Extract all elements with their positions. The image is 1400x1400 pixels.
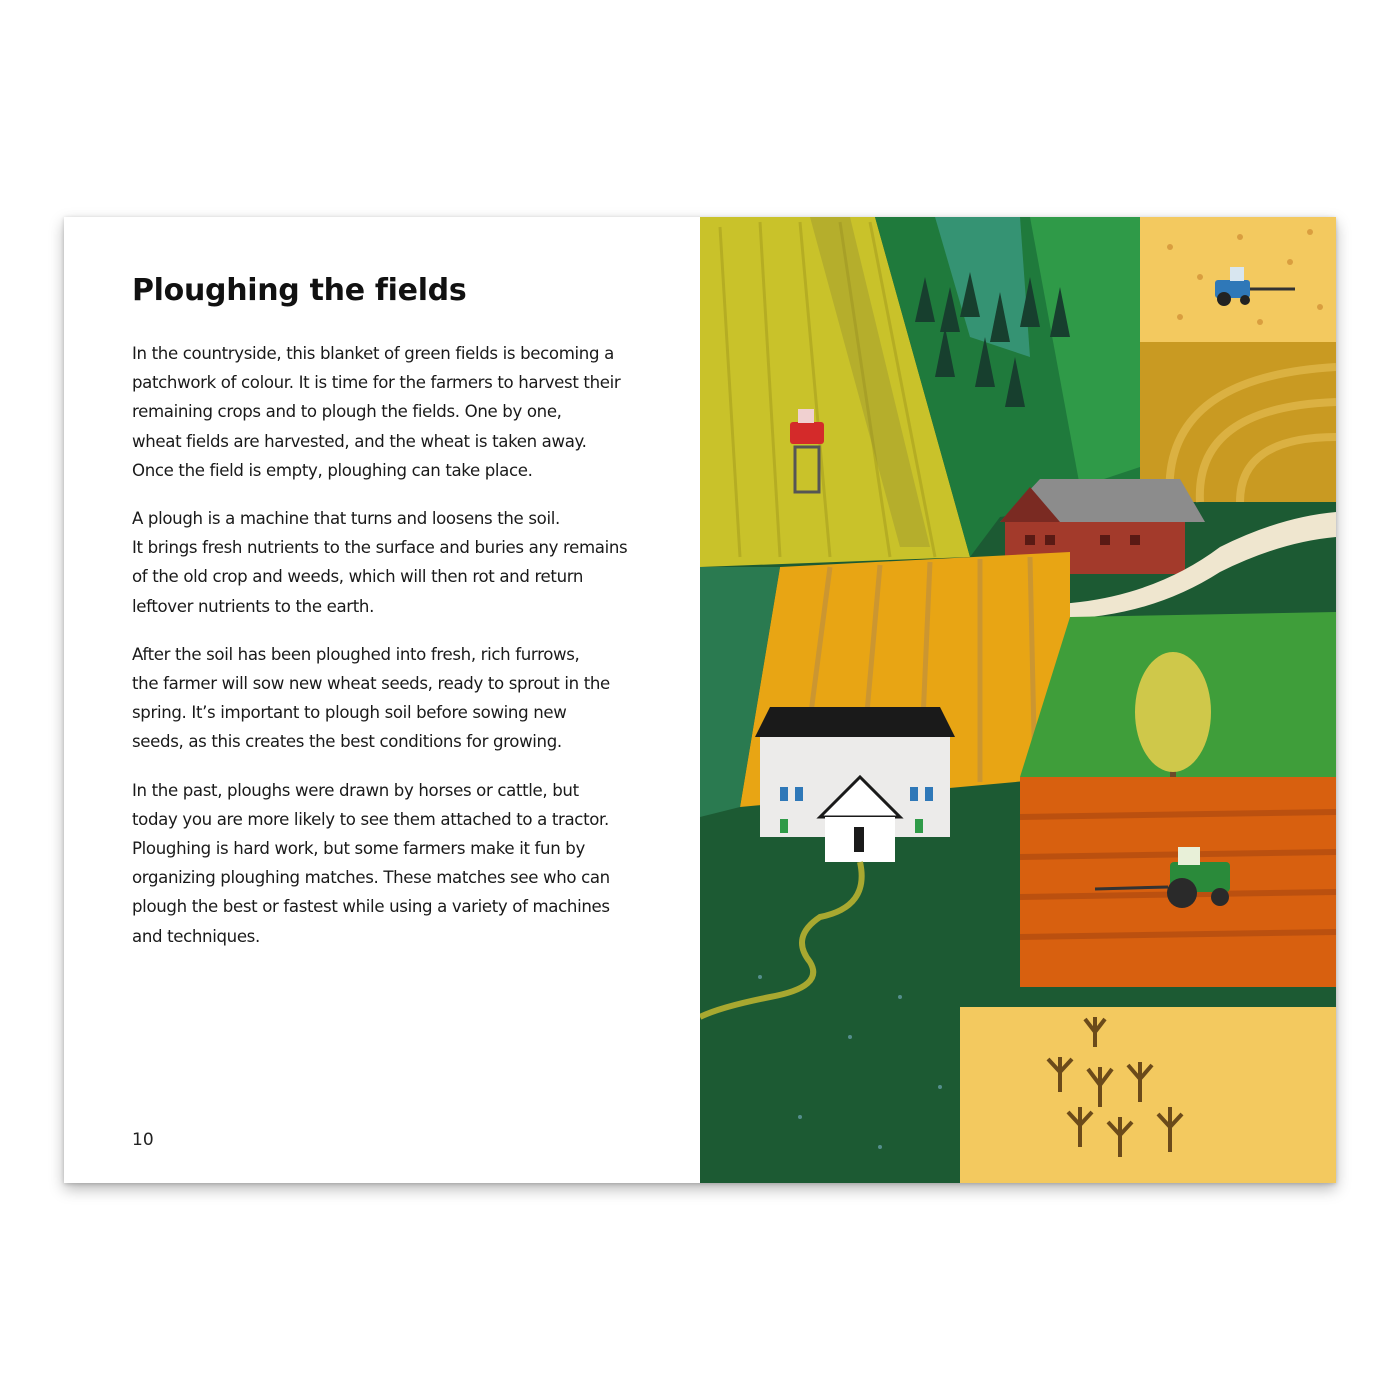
paragraph-3: After the soil has been ploughed into fresh, rich furrows, the farmer will sow new wheat seeds, ready to sprout in the spring. It’s important to plough soil before sowing new seeds, as this creates the best conditions for growing. bbox=[132, 644, 610, 752]
paragraph-1: In the countryside, this blanket of green fields is becoming a patchwork of colour. It is time for the farmers to harvest their remaining crops and to plough the fields. One by one, wheat fields are harvested, and the wheat is taken away. Once the field is empty, ploughing can take place. bbox=[132, 344, 621, 480]
paragraph-2: A plough is a machine that turns and loosens the soil. It brings fresh nutrients to the surface and buries any remains of the old crop and weeds, which will then rot and return leftover nutrients to the earth. bbox=[132, 509, 628, 616]
book-spread bbox=[64, 217, 1336, 1183]
left-page bbox=[64, 217, 700, 1183]
illustration-svg bbox=[700, 217, 1336, 1183]
farmland-illustration bbox=[700, 217, 1336, 1183]
body-text bbox=[132, 339, 652, 970]
paragraph-4: In the past, ploughs were drawn by horses or cattle, but today you are more likely to see them attached to a tractor. Ploughing is hard work, but some farmers make it fun by organizing ploughing matches. These matches see who can plough the best or fastest while using a variety of machines and techniques. bbox=[132, 780, 610, 946]
page-number: 10 bbox=[132, 1130, 154, 1150]
page-title: Ploughing the fields bbox=[132, 273, 467, 308]
straw-field-bottom bbox=[960, 1007, 1336, 1183]
